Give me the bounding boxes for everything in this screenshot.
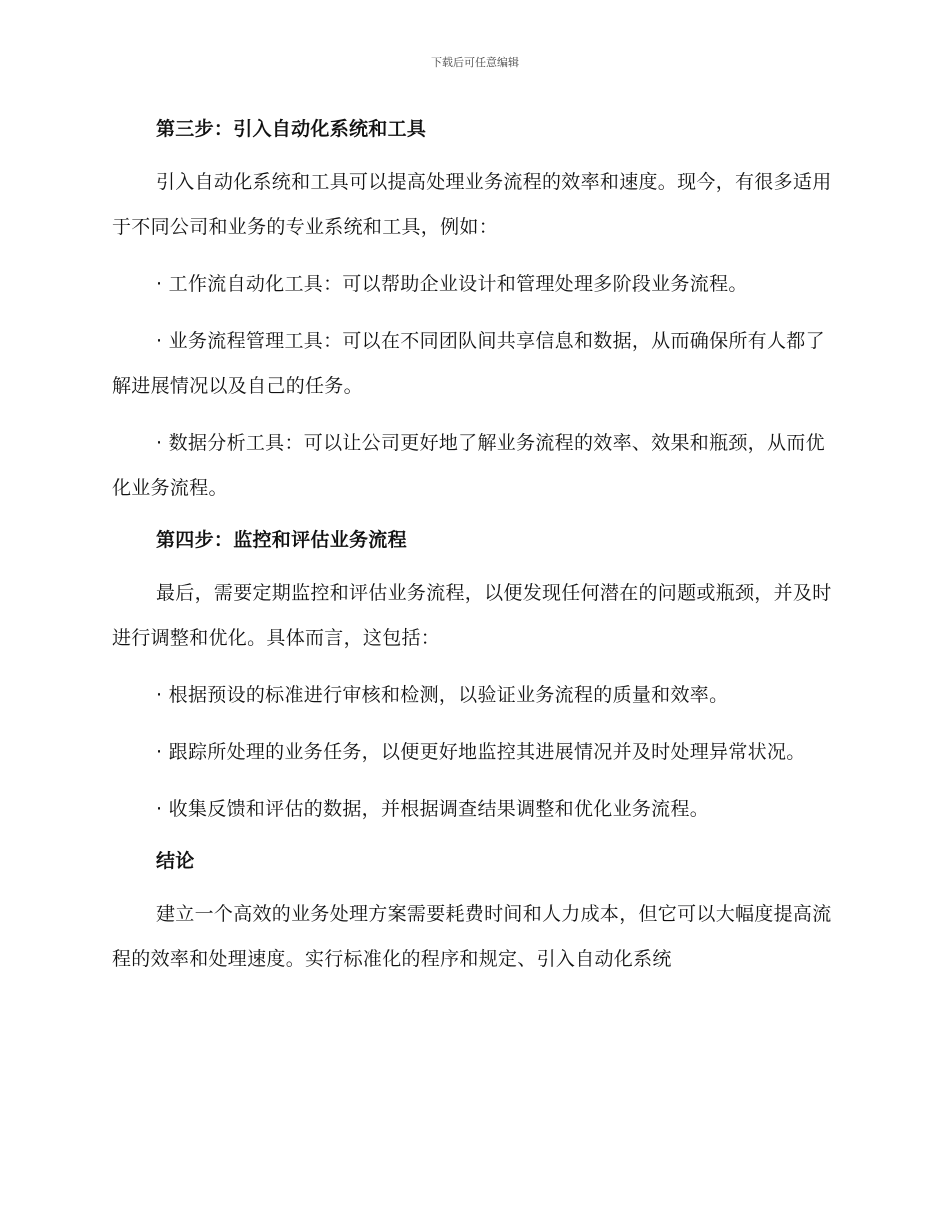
bullet-item: · 数据分析工具：可以让公司更好地了解业务流程的效率、效果和瓶颈，从而优化业务流程。 (112, 432, 825, 499)
paragraph: 引入自动化系统和工具可以提高处理业务流程的效率和速度。现今，有很多适用于不同公司和业务的专业系统和工具，例如： (112, 171, 832, 238)
paragraph: 最后，需要定期监控和评估业务流程，以便发现任何潜在的问题或瓶颈，并及时进行调整和优化。具体而言，这包括： (112, 582, 832, 649)
paragraph: 建立一个高效的业务处理方案需要耗费时间和人力成本，但它可以大幅度提高流程的效率和处理速度。实行标准化的程序和规定、引入自动化系统 (112, 903, 832, 970)
section-heading-step-3: 第三步：引入自动化系统和工具 (156, 118, 427, 140)
section-heading-conclusion: 结论 (156, 850, 195, 872)
section-heading-step-4: 第四步：监控和评估业务流程 (156, 529, 407, 551)
bullet-item: · 根据预设的标准进行审核和检测，以验证业务流程的质量和效率。 (156, 684, 729, 706)
page-header: 下载后可任意编辑 (431, 56, 519, 69)
bullet-item: · 跟踪所处理的业务任务，以便更好地监控其进展情况并及时处理异常状况。 (156, 741, 806, 763)
bullet-item: · 业务流程管理工具：可以在不同团队间共享信息和数据，从而确保所有人都了解进展情况以及自己的任务。 (112, 330, 825, 397)
bullet-item: · 收集反馈和评估的数据，并根据调查结果调整和优化业务流程。 (156, 798, 710, 820)
document-body (112, 112, 832, 994)
bullet-item: · 工作流自动化工具：可以帮助企业设计和管理处理多阶段业务流程。 (156, 273, 748, 295)
